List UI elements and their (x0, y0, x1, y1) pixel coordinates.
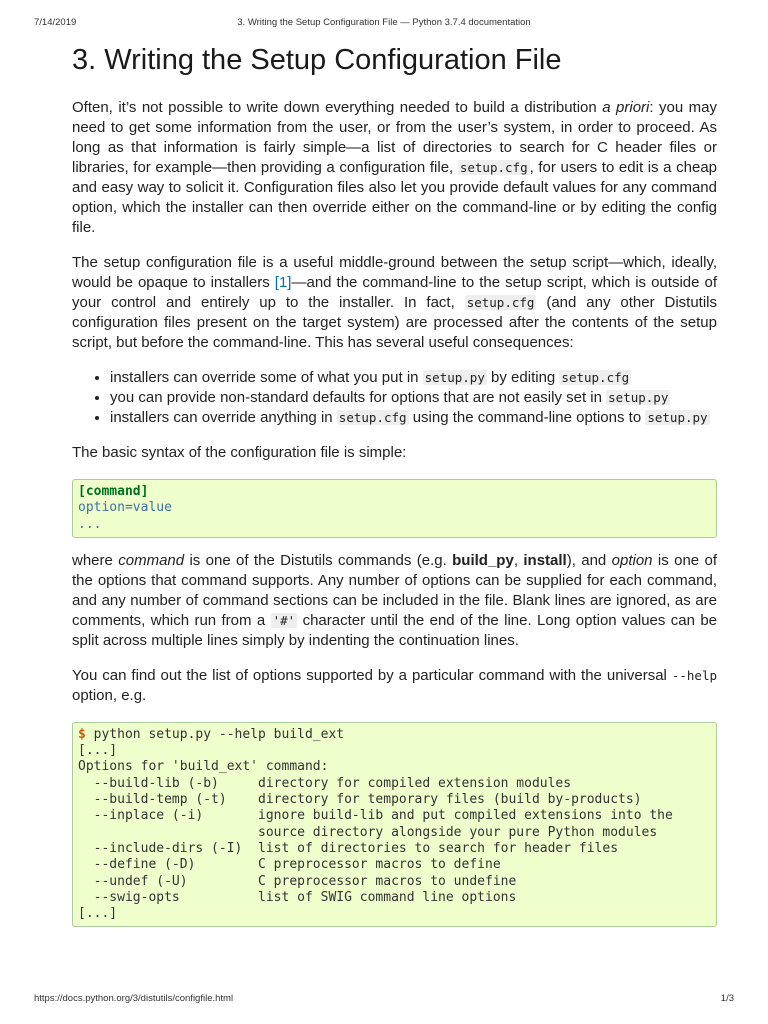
inline-code-setup-cfg: setup.cfg (466, 295, 535, 310)
code-line: [...] (78, 906, 118, 922)
code-line: --define (-D) C preprocessor macros to define (78, 857, 501, 873)
code-line: --inplace (-i) ignore build-lib and put compiled extensions into the (78, 808, 673, 824)
bold-build-py: build_py (452, 551, 514, 569)
inline-code-setup-py: setup.py (647, 410, 708, 425)
list-item: • installers can override some of what you put in setup.py by editing setup.cfg (110, 368, 717, 388)
config-syntax-code-block (72, 479, 717, 538)
document-body (72, 38, 717, 927)
emphasis-option: option (611, 551, 653, 569)
code-line: --build-temp (-t) directory for temporary files (build by-products) (78, 792, 642, 808)
code-line: [...] (78, 743, 118, 759)
bold-install: install (523, 551, 567, 569)
shell-prompt: $ (78, 726, 86, 742)
inline-code-setup-cfg: setup.cfg (338, 410, 407, 425)
list-item: • you can provide non-standard defaults for options that are not easily set in setup.py (110, 388, 717, 408)
paragraph-middle-ground: The setup configuration file is a useful middle-ground between the setup script—which, ideally, would be opaque to installers [1]—and the command-line to the setup script, which is outside of your control and entirely up to the installer. In fact, setup.cfg (and any other Distutils configuration files present on the target system) are processed after the contents of the setup script, but before the command-line. This has several useful consequences: (72, 254, 717, 351)
print-header (34, 17, 734, 31)
list-item: • installers can override anything in setup.cfg using the command-line options to setup.py (110, 408, 717, 428)
help-output-code-block (72, 722, 717, 928)
code-line: source directory alongside your pure Python modules (78, 824, 658, 840)
shell-command: python setup.py --help build_ext (85, 726, 345, 742)
code-option-line: option=value (78, 500, 172, 516)
emphasis-a-priori: a priori (602, 99, 650, 116)
page-title: 3. Writing the Setup Configuration File (72, 44, 562, 76)
paragraph-command-options: where command is one of the Distutils commands (e.g. build_py, install), and option is one of the options that command supports. Any number of options can be supplied for each command, and any number of command sections can be included in the file. Blank lines are ignored, as are comments, which run from a '#' character until the end of the line. Long option values can be split across multiple lines simply by indenting the continuation lines. (72, 551, 718, 649)
code-line: --build-lib (-b) directory for compiled extension modules (78, 775, 572, 791)
inline-code-hash: '#' (272, 612, 296, 628)
code-ellipsis-line: ... (78, 516, 102, 532)
print-footer (34, 993, 734, 1007)
inline-code-setup-cfg: setup.cfg (459, 160, 528, 175)
code-line: --undef (-U) C preprocessor macros to undefine (78, 873, 517, 889)
paragraph-help-option: You can find out the list of options supported by a particular command with the universal --help option, e.g. (72, 666, 717, 704)
inline-code-setup-py: setup.py (424, 370, 485, 385)
paragraph-basic-syntax: The basic syntax of the configuration file is simple: (72, 444, 407, 461)
emphasis-command: command (118, 551, 185, 569)
inline-code-setup-py: setup.py (608, 390, 669, 405)
footnote-link-1[interactable]: [1] (274, 274, 292, 291)
paragraph-intro: Often, it’s not possible to write down everything needed to build a distribution a priori: you may need to get some information from the user, or from the user’s system, in order to proceed. As long as that information is fairly simple—a list of directories to search for C header files or libraries, for example—then providing a configuration file, setup.cfg , for users to edit is a cheap and easy way to solicit it. Configuration files also let you provide default values for any command option, which the installer can then override either on the command-line or by editing the config file. (72, 99, 718, 236)
print-doc-title: 3. Writing the Setup Configuration File — Python 3.7.4 documentation (237, 17, 531, 28)
print-url: https://docs.python.org/3/distutils/configfile.html (34, 993, 234, 1004)
code-line: --include-dirs (-I) list of directories to search for header files (78, 840, 619, 856)
print-page-number: 1/3 (720, 993, 734, 1004)
code-section-header: [command] (78, 484, 149, 499)
code-line: --swig-opts list of SWIG command line options (78, 889, 517, 905)
print-date: 7/14/2019 (34, 17, 77, 28)
inline-code-help: --help (671, 667, 717, 683)
consequences-list (72, 368, 717, 428)
inline-code-setup-cfg: setup.cfg (561, 370, 630, 385)
code-line: Options for 'build_ext' command: (78, 759, 329, 775)
